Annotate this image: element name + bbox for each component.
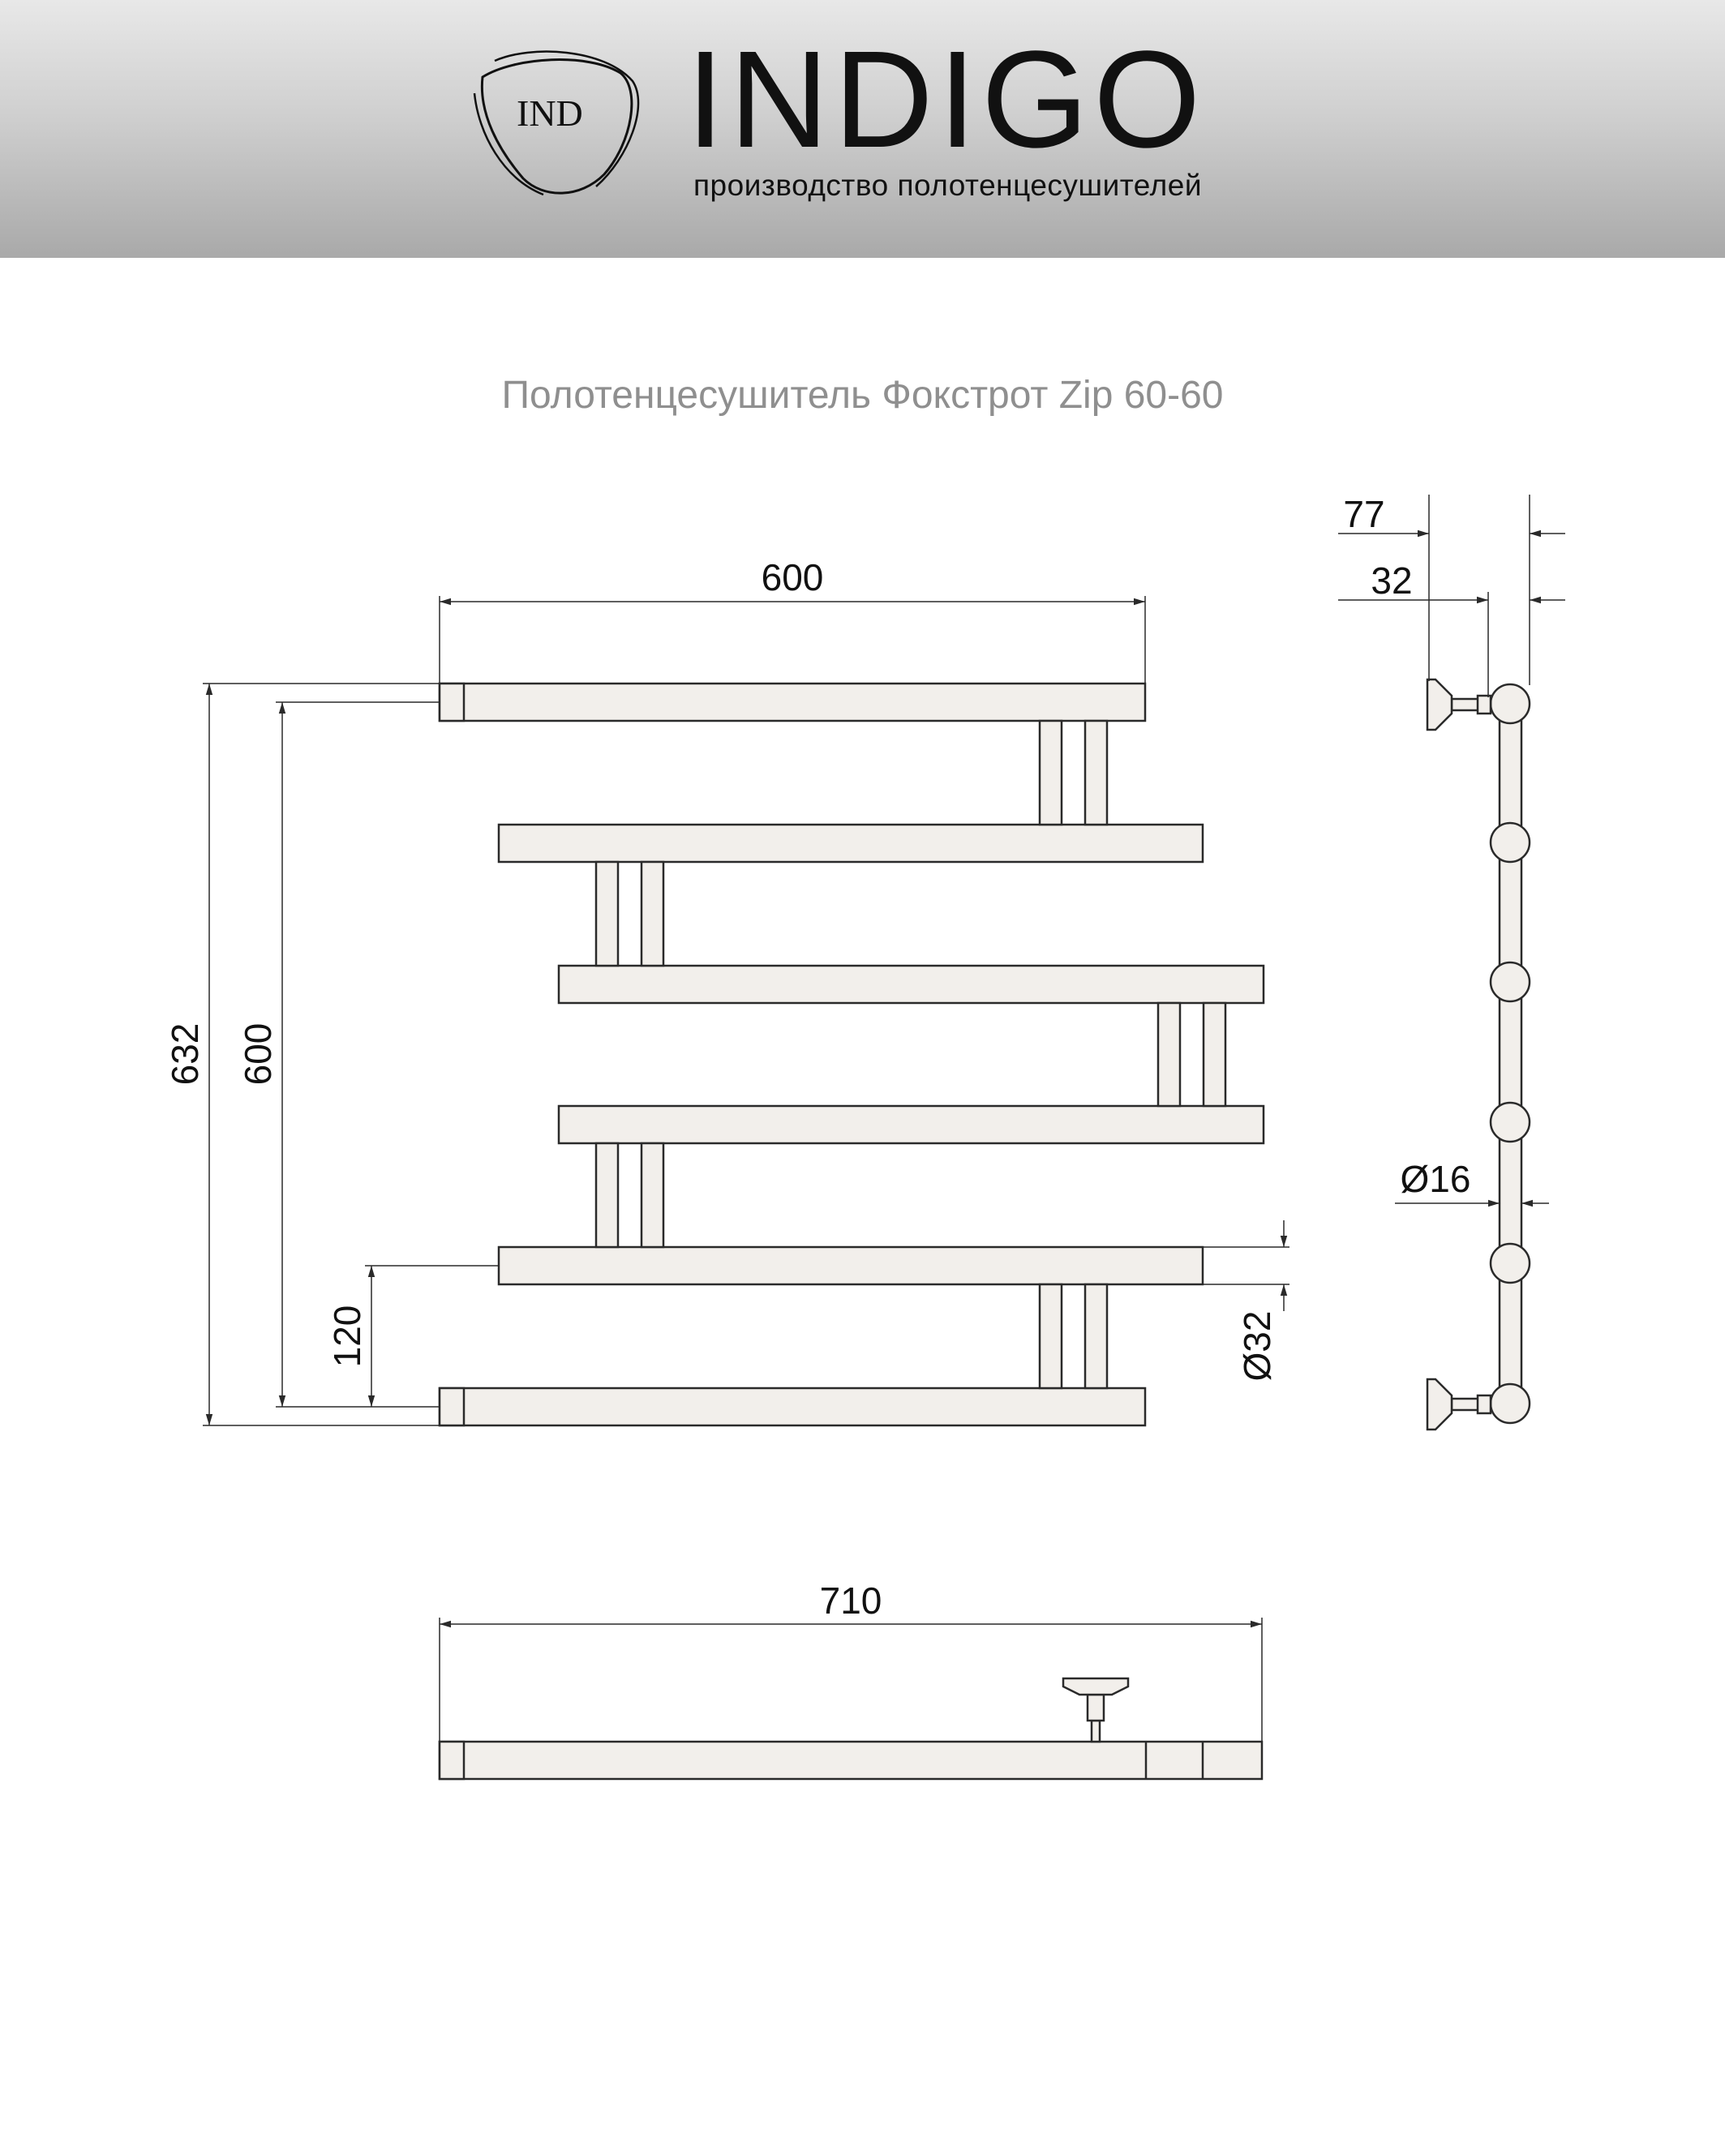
product-title: Полотенцесушитель Фокстрот Zip 60-60: [501, 374, 1224, 417]
riser-1b: [1085, 721, 1107, 825]
rung-1: [440, 684, 1145, 721]
riser-3b: [1204, 1003, 1225, 1106]
brand-tagline: производство полотенцесушителей: [693, 169, 1202, 202]
rung-5: [499, 1247, 1203, 1284]
dim-label-rung-diameter: Ø32: [1236, 1310, 1278, 1382]
side-mount-bottom-flange: [1427, 1379, 1452, 1429]
dim-label-side-tube-diameter: Ø16: [1400, 1158, 1471, 1200]
brand-name: INDIGO: [686, 23, 1206, 177]
side-rung-1: [1491, 684, 1530, 723]
rung-2: [499, 825, 1203, 862]
riser-1a: [1040, 721, 1062, 825]
side-rung-6: [1491, 1384, 1530, 1423]
bottom-mount-stem: [1092, 1721, 1100, 1742]
side-rung-5: [1491, 1244, 1530, 1283]
side-rung-3: [1491, 962, 1530, 1001]
side-mount-top-flange: [1427, 679, 1452, 730]
riser-3a: [1158, 1003, 1180, 1106]
dim-label-axis-height: 600: [237, 1022, 279, 1086]
bottom-bar: [440, 1742, 1262, 1779]
bottom-bar-end-cap: [440, 1742, 464, 1779]
rung-4: [559, 1106, 1264, 1143]
dim-label-top-width: 600: [761, 556, 824, 598]
bottom-mount-nut: [1088, 1695, 1104, 1721]
riser-2b: [642, 862, 663, 966]
side-tube: [1500, 704, 1521, 1408]
rung-1-end-cap: [440, 684, 464, 721]
side-rung-2: [1491, 823, 1530, 862]
side-rung-4: [1491, 1103, 1530, 1142]
bottom-mount-flange: [1063, 1678, 1128, 1695]
side-mount-bottom-nut: [1478, 1395, 1491, 1413]
riser-5a: [1040, 1284, 1062, 1388]
rung-3: [559, 966, 1264, 1003]
riser-2a: [596, 862, 618, 966]
riser-4a: [596, 1143, 618, 1247]
rung-6: [440, 1388, 1145, 1425]
dim-label-bottom-width: 710: [819, 1579, 882, 1622]
riser-5b: [1085, 1284, 1107, 1388]
dim-label-side-depth-total: 77: [1343, 493, 1385, 535]
side-mount-top-nut: [1478, 696, 1491, 714]
logo-text: IND: [517, 92, 583, 134]
dim-label-rung-spacing: 120: [326, 1305, 368, 1368]
dim-label-total-height: 632: [164, 1022, 206, 1086]
riser-4b: [642, 1143, 663, 1247]
rung-6-end-cap: [440, 1388, 464, 1425]
dim-label-side-depth-offset: 32: [1371, 559, 1413, 602]
